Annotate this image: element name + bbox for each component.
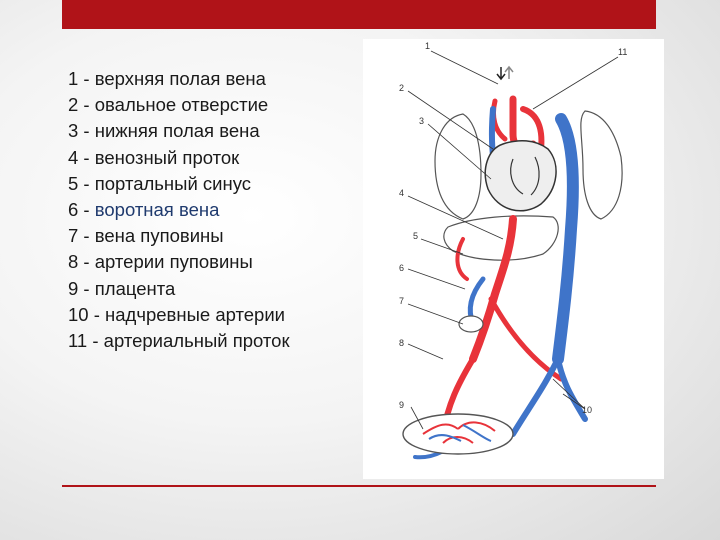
callout-label-1: 1 (425, 41, 431, 51)
legend-item: 4 - венозный проток (68, 146, 240, 168)
callout-label-5: 5 (413, 231, 419, 241)
legend-item: 6 - воротная вена (68, 199, 220, 221)
callout-label-8: 8 (399, 338, 405, 348)
legend-item: 11 - артериальный проток (68, 330, 290, 352)
legend-item: 10 - надчревные артерии (68, 303, 285, 325)
callout-label-11: 11 (618, 47, 628, 57)
fetal-circulation-diagram (363, 39, 664, 479)
legend-item: 2 - овальное отверстие (68, 94, 269, 116)
legend-item: 5 - портальный синус (68, 172, 252, 194)
up-arrow-icon (505, 67, 513, 79)
right-lung-shape (581, 111, 622, 219)
legend-item: 7 - вена пуповины (68, 225, 224, 247)
legend-item: 9 - плацента (68, 277, 176, 299)
legend-item: 3 - нижняя полая вена (68, 120, 260, 142)
callout-label-2: 2 (399, 83, 405, 93)
bottom-accent-line (62, 485, 656, 487)
legend-item: 8 - артерии пуповины (68, 251, 253, 273)
callout-label-6: 6 (399, 263, 405, 273)
left-lung-shape (435, 114, 481, 219)
placenta-shape (403, 414, 513, 454)
legend-list (68, 66, 358, 354)
legend-item: 1 - верхняя полая вена (68, 68, 266, 89)
down-arrow-icon (497, 67, 505, 79)
fetal-circulation-svg (363, 39, 664, 479)
callout-label-4: 4 (399, 188, 405, 198)
heart-shape (485, 141, 556, 211)
callout-label-10: 10 (582, 405, 593, 415)
top-accent-bar (62, 0, 656, 29)
callout-label-9: 9 (399, 400, 405, 410)
callout-label-3: 3 (419, 116, 425, 126)
callout-label-7: 7 (399, 296, 405, 306)
